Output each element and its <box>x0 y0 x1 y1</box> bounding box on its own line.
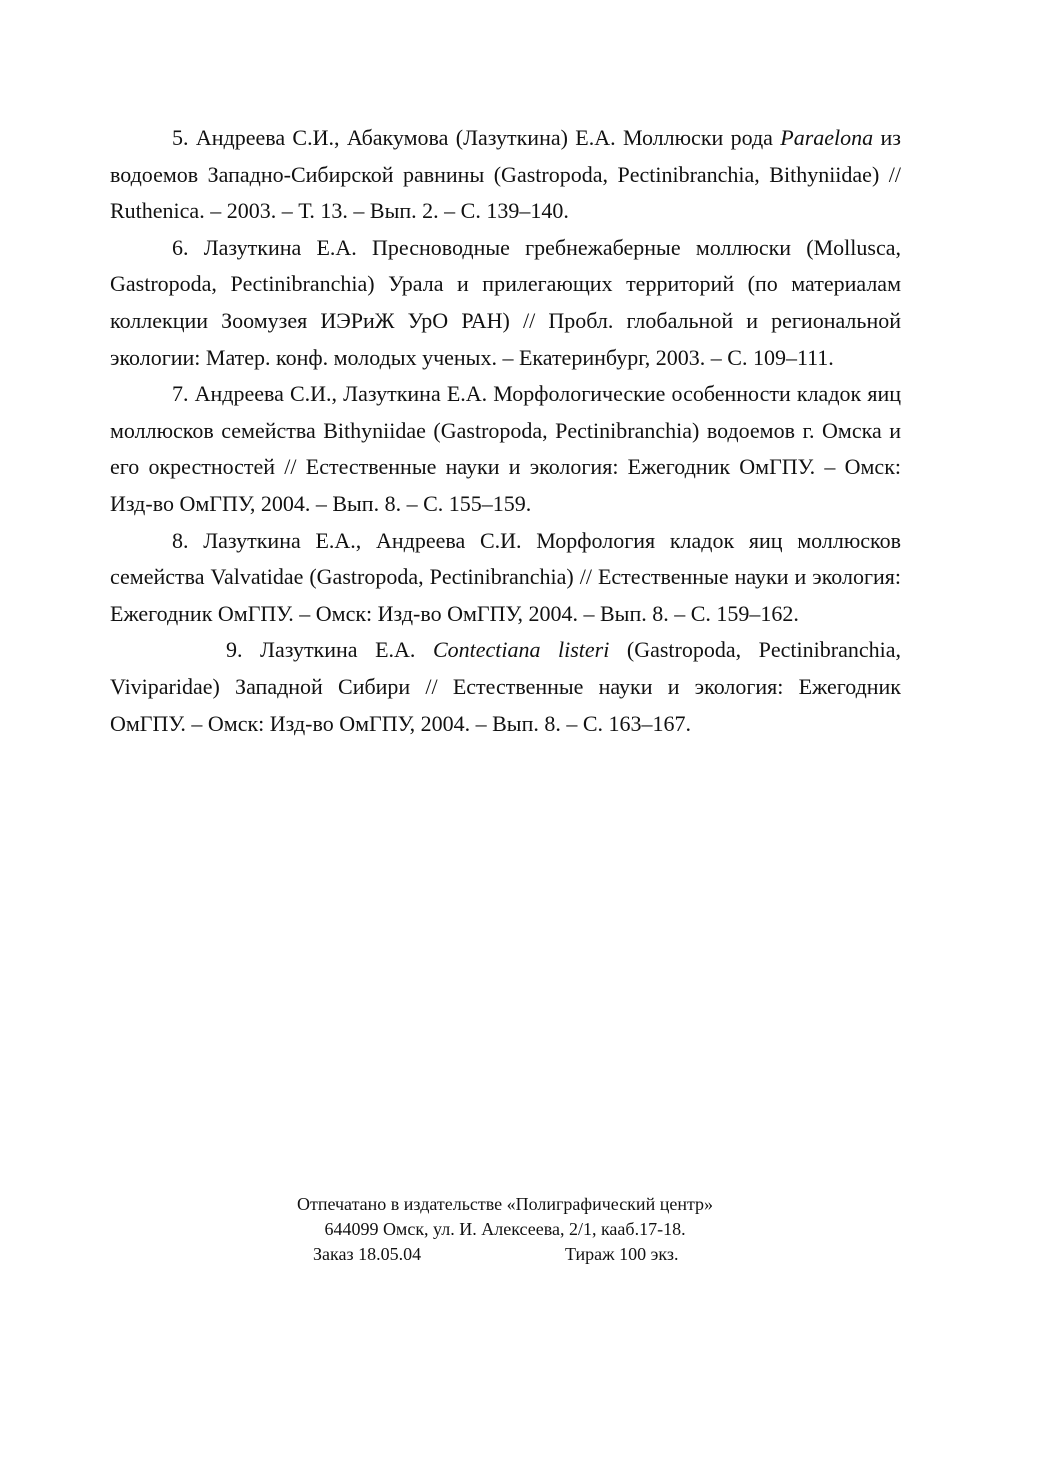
imprint-publisher: Отпечатано в издательстве «Полиграфический центр» <box>296 1194 714 1214</box>
imprint-block <box>200 1192 810 1267</box>
reference-text: (Gastropoda, Pectinibranchia, Viviparidae) Западной Сибири // Естественные науки и экология: Ежегодник ОмГПУ. – Омск: Изд-во ОмГПУ, 2004. – Вып. 8. – С. 163–167. <box>110 637 901 736</box>
reference-item-7 <box>110 376 901 522</box>
reference-text: 9. Лазуткина Е.А. <box>226 637 433 663</box>
reference-item-9 <box>110 632 901 742</box>
reference-italic-taxon: Paraelona <box>780 125 874 150</box>
reference-text: 6. Лазуткина Е.А. Пресноводные гребнежаберные моллюски (Mollusca, Gastropoda, Pectinibranchia) Урала и прилегающих территорий (по материалам коллекции Зоомузея ИЭРиЖ УрО РАН) // Пробл. глобальной и региональной экологии: Матер. конф. молодых ученых. – Екатеринбург, 2003. – С. 109–111. <box>110 234 901 370</box>
imprint-order-line <box>200 1242 810 1267</box>
reference-text: 8. Лазуткина Е.А., Андреева С.И. Морфология кладок яиц моллюсков семейства Valvatidae (Gastropoda, Pectinibranchia) // Естественные науки и экология: Ежегодник ОмГПУ. – Омск: Изд-во ОмГПУ, 2004. – Вып. 8. – С. 159–162. <box>110 527 901 626</box>
reference-item-6 <box>110 230 901 376</box>
reference-text: из водоемов Западно-Сибирской равнины (Gastropoda, Pectinibranchia, Bithyniidae) // Ruthenica. – 2003. – Т. 13. – Вып. 2. – С. 139–140. <box>110 125 901 224</box>
imprint-print-run: Тираж 100 экз. <box>565 1244 679 1264</box>
reference-list <box>110 120 901 742</box>
imprint-order: Заказ 18.05.04 <box>313 1244 422 1264</box>
reference-italic-taxon: Contectiana listeri <box>432 637 610 663</box>
imprint-address: 644099 Омск, ул. И. Алексеева, 2/1, кааб.17-18. <box>324 1219 686 1239</box>
reference-text: 5. Андреева С.И., Абакумова (Лазуткина) Е.А. Моллюски рода <box>172 125 781 150</box>
reference-item-5 <box>110 120 901 230</box>
reference-text: 7. Андреева С.И., Лазуткина Е.А. Морфологические особенности кладок яиц моллюсков семейства Bithyniidae (Gastropoda, Pectinibranchia) водоемов г. Омска и его окрестностей // Естественные науки и экология: Ежегодник ОмГПУ. – Омск: Изд-во ОмГПУ, 2004. – Вып. 8. – С. 155–159. <box>110 381 901 516</box>
reference-item-8 <box>110 523 901 633</box>
